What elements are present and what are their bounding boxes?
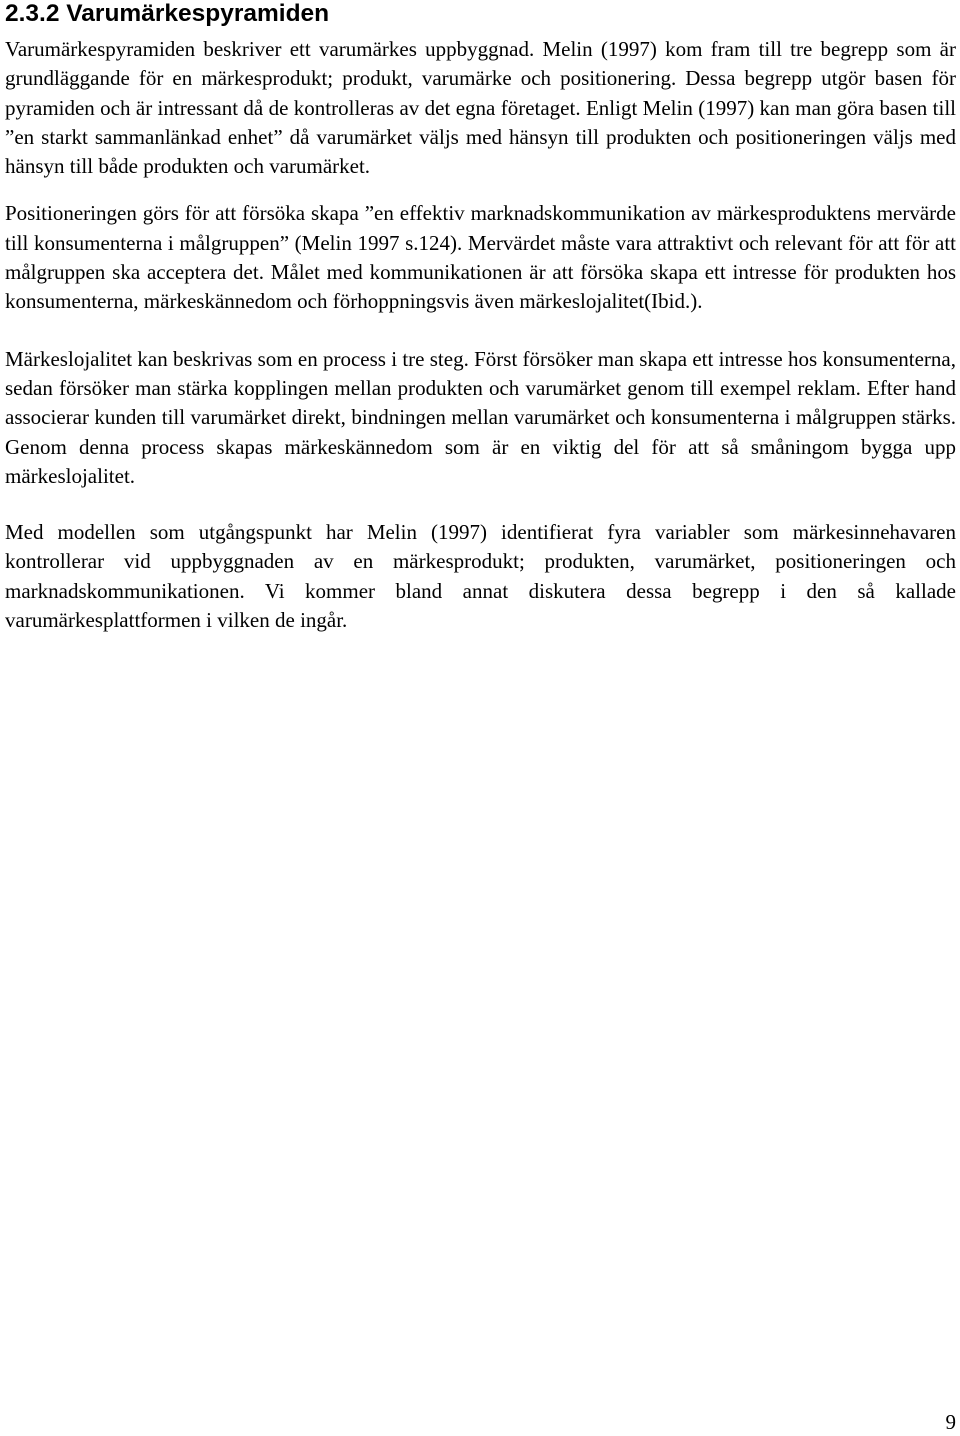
page-number: 9: [945, 1410, 956, 1434]
section-heading: 2.3.2 Varumärkespyramiden: [5, 0, 330, 27]
paragraph-brand-loyalty: Märkeslojalitet kan beskrivas som en process i tre steg. Först försöker man skapa ett intresse hos konsumenterna, sedan försöker man stärka kopplingen mellan produkten och varumärket genom till exempel reklam. Efter hand associerar kunden till varumärket direkt, bindningen mellan varumärket och konsumenterna i målgruppen stärks. Genom denna process skapas märkeskännedom som är en viktig del för att så småningom bygga upp märkeslojalitet.: [5, 346, 956, 488]
paragraph-pyramid-intro: Varumärkespyramiden beskriver ett varumärkes uppbyggnad. Melin (1997) kom fram till tre begrepp som är grundläggande för en märkesprodukt; produkt, varumärke och positionering. Dessa begrepp utgör basen för pyramiden och är intressant då de kontrolleras av det egna företaget. Enligt Melin (1997) kan man göra basen till ”en starkt sammanlänkad enhet” då varumärket väljs med hänsyn till produkten och positioneringen väljs med hänsyn till både produkten och varumärket.: [5, 37, 956, 179]
paragraph-model-variables: Med modellen som utgångspunkt har Melin (1997) identifierat fyra variabler som märkesinnehavaren kontrollerar vid uppbyggnaden av en märkesprodukt; produkten, varumärket, positioneringen och marknadskommunikationen. Vi kommer bland annat diskutera dessa begrepp i den så kallade varumärkesplattformen i vilken de ingår.: [5, 520, 956, 633]
paragraph-positioning: Positioneringen görs för att försöka skapa ”en effektiv marknadskommunikation av märkesproduktens mervärde till konsumenterna i målgruppen” (Melin 1997 s.124). Mervärdet måste vara attraktivt och relevant för att för att målgruppen ska acceptera det. Målet med kommunikationen är att försöka skapa ett intresse för produkten hos konsumenterna, märkeskännedom och förhoppningsvis även märkeslojalitet(Ibid.).: [5, 201, 956, 314]
document-page: [5, 0, 956, 635]
